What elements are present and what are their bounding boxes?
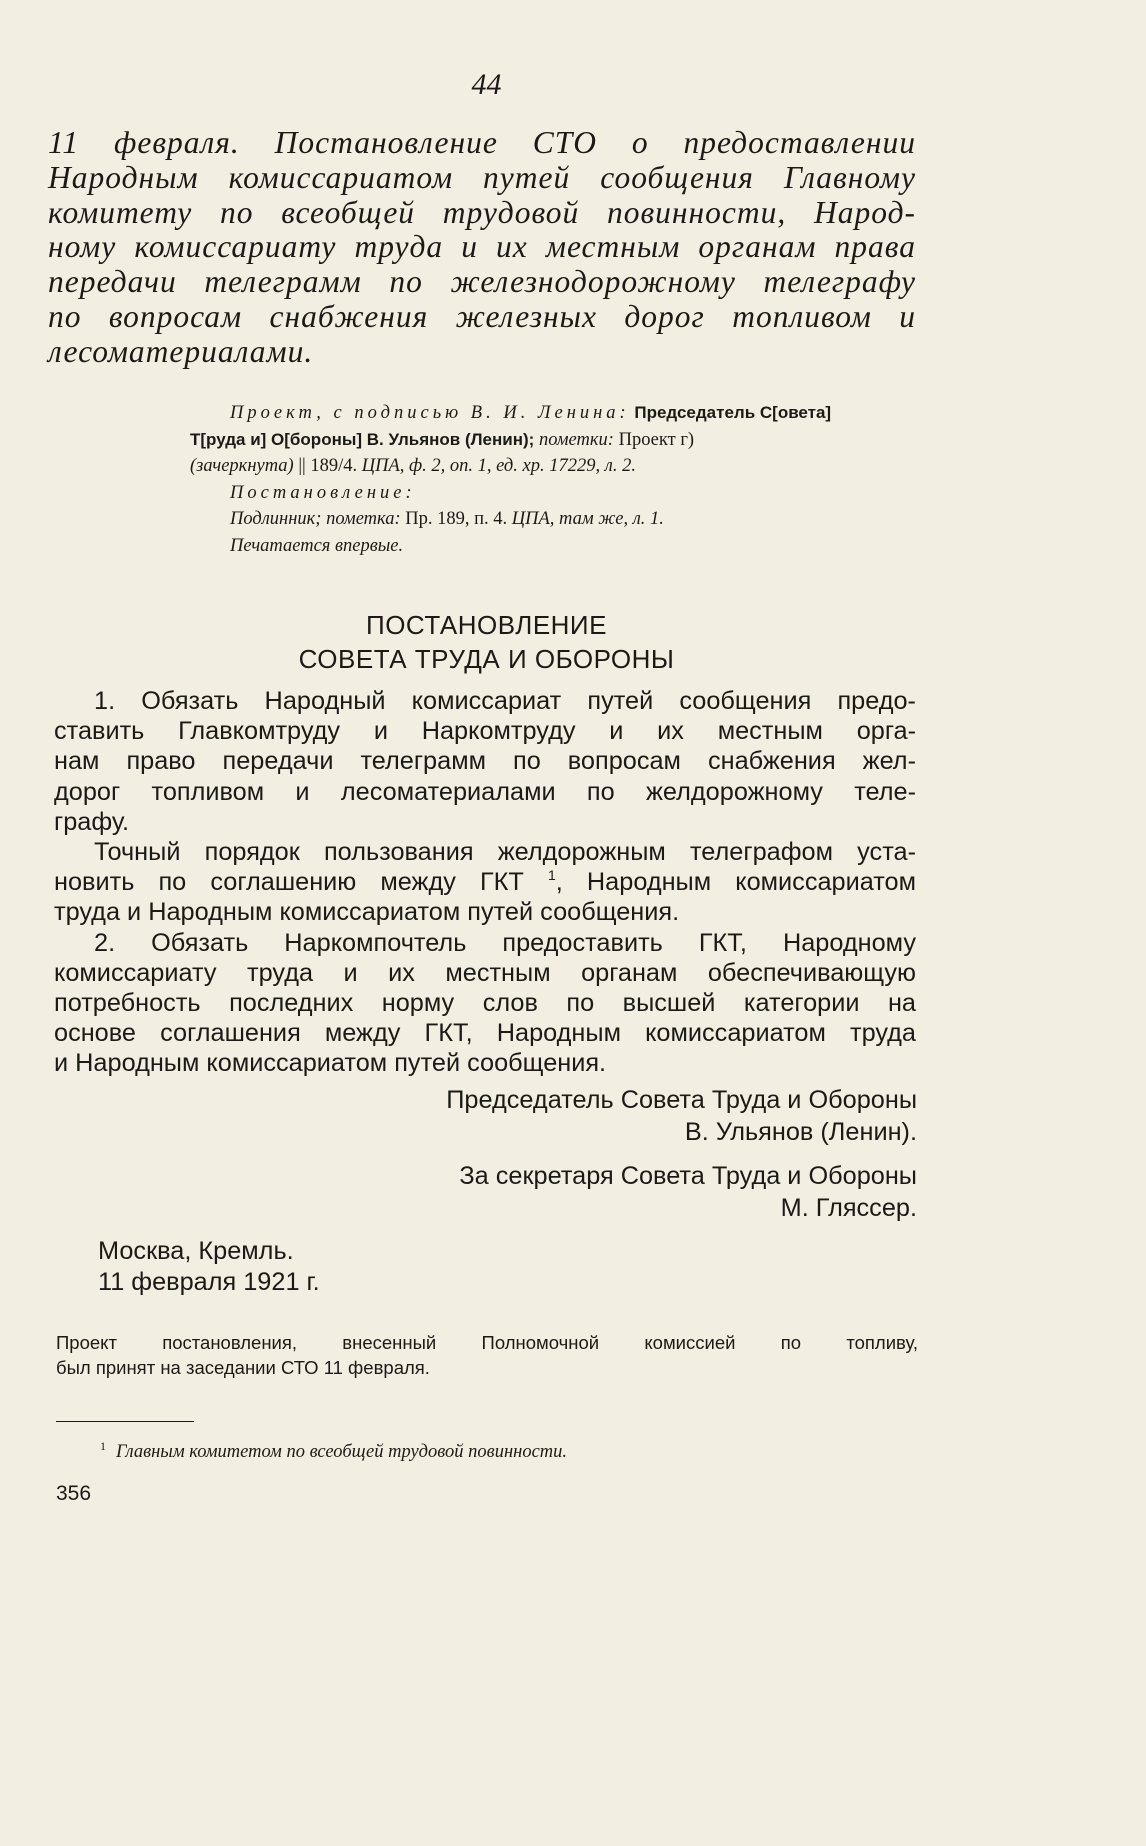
heading-line: 11 февраля. Постановление СТО о предоставлении [48, 125, 916, 160]
folio-number: 356 [56, 1482, 92, 1505]
decree-title [0, 608, 973, 676]
footnote-text: Главным комитетом по всеобщей трудовой повинности. [116, 1442, 568, 1462]
decree-line: Точный порядок пользования желдорожным телеграфом уста- [94, 838, 916, 867]
source-note-line: (зачеркнута) || 189/4. ЦПА, ф. 2, оп. 1, ед. хр. 17229, л. 2. [190, 456, 636, 476]
decree-line: дорог топливом и лесоматериалами по желдорожному теле- [54, 777, 916, 806]
heading-line: комитету по всеобщей трудовой повинности, Народ- [48, 194, 916, 230]
source-note-line: Подлинник; пометка: Пр. 189, п. 4. ЦПА, там же, л. 1. [230, 509, 664, 529]
date: 11 февраля 1921 г. [98, 1268, 320, 1296]
footnote-marker: 1 [100, 1439, 106, 1453]
heading-line: ному комиссариату труда и их местным органам права [48, 229, 916, 265]
source-note-line: Т[руда и] О[бороны] В. Ульянов (Ленин); пометки: Проект г) [190, 429, 695, 450]
decree-line: 1. Обязать Народный комиссариат путей сообщения предо- [94, 687, 916, 715]
decree-line: ставить Главкомтруду и Наркомтруду и их местным орга- [54, 717, 916, 746]
source-note-line: Проект, с подписью В. И. Ленина: Председатель С[овета] [230, 403, 832, 423]
decree-line: 2. Обязать Наркомпочтель предоставить ГКТ, Народному [94, 928, 916, 957]
footnote-ref[interactable]: 1 [547, 867, 556, 884]
source-note-line: Печатается впервые. [230, 535, 404, 556]
decree-line: графу. [54, 807, 130, 836]
editorial-note-line: был принят на заседании СТО 11 февраля. [56, 1357, 430, 1378]
decree-title-line: ПОСТАНОВЛЕНИЕ [366, 610, 607, 640]
source-note-line: Постановление: [230, 482, 416, 503]
secretary-title: За секретаря Совета Труда и Обороны [459, 1162, 917, 1190]
heading-line: лесоматериалами. [48, 333, 314, 369]
decree-line: основе соглашения между ГКТ, Народным комиссариатом труда [54, 1019, 916, 1048]
footnote-divider [56, 1421, 194, 1422]
secretary-name: М. Гляссер. [780, 1194, 917, 1222]
archival-source-note [190, 400, 916, 559]
editorial-note-line: Проект постановления, внесенный Полномочной комиссией по топливу, [56, 1332, 918, 1353]
chair-name: В. Ульянов (Ленин). [684, 1118, 917, 1146]
decree-line: новить по соглашению между ГКТ $^1$, Народным комиссариатом [54, 867, 917, 897]
heading-line: передачи телеграмм по железнодорожному телеграфу [48, 264, 916, 300]
place-date-block [98, 1236, 320, 1298]
decree-line: и Народным комиссариатом путей сообщения. [54, 1049, 607, 1078]
document-heading [48, 126, 916, 370]
editorial-note [56, 1330, 918, 1380]
decree-title-line: СОВЕТА ТРУДА И ОБОРОНЫ [298, 644, 675, 674]
footnote [100, 1434, 567, 1464]
decree-line: потребность последних норму слов по высшей категории на [54, 989, 916, 1018]
decree-line: нам право передачи телеграмм по вопросам снабжения жел- [54, 747, 916, 776]
decree-line: комиссариату труда и их местным органам обеспечивающую [54, 958, 916, 987]
chair-title: Председатель Совета Труда и Обороны [446, 1086, 917, 1114]
decree-body [54, 686, 916, 1079]
place: Москва, Кремль. [98, 1237, 294, 1265]
heading-line: по вопросам снабжения железных дорог топливом и [48, 298, 916, 334]
page-number: 44 [471, 68, 502, 101]
signature-block [446, 1084, 917, 1224]
decree-line: труда и Народным комиссариатом путей сообщения. [54, 898, 680, 927]
heading-line: Народным комиссариатом путей сообщения Главному [48, 159, 916, 195]
